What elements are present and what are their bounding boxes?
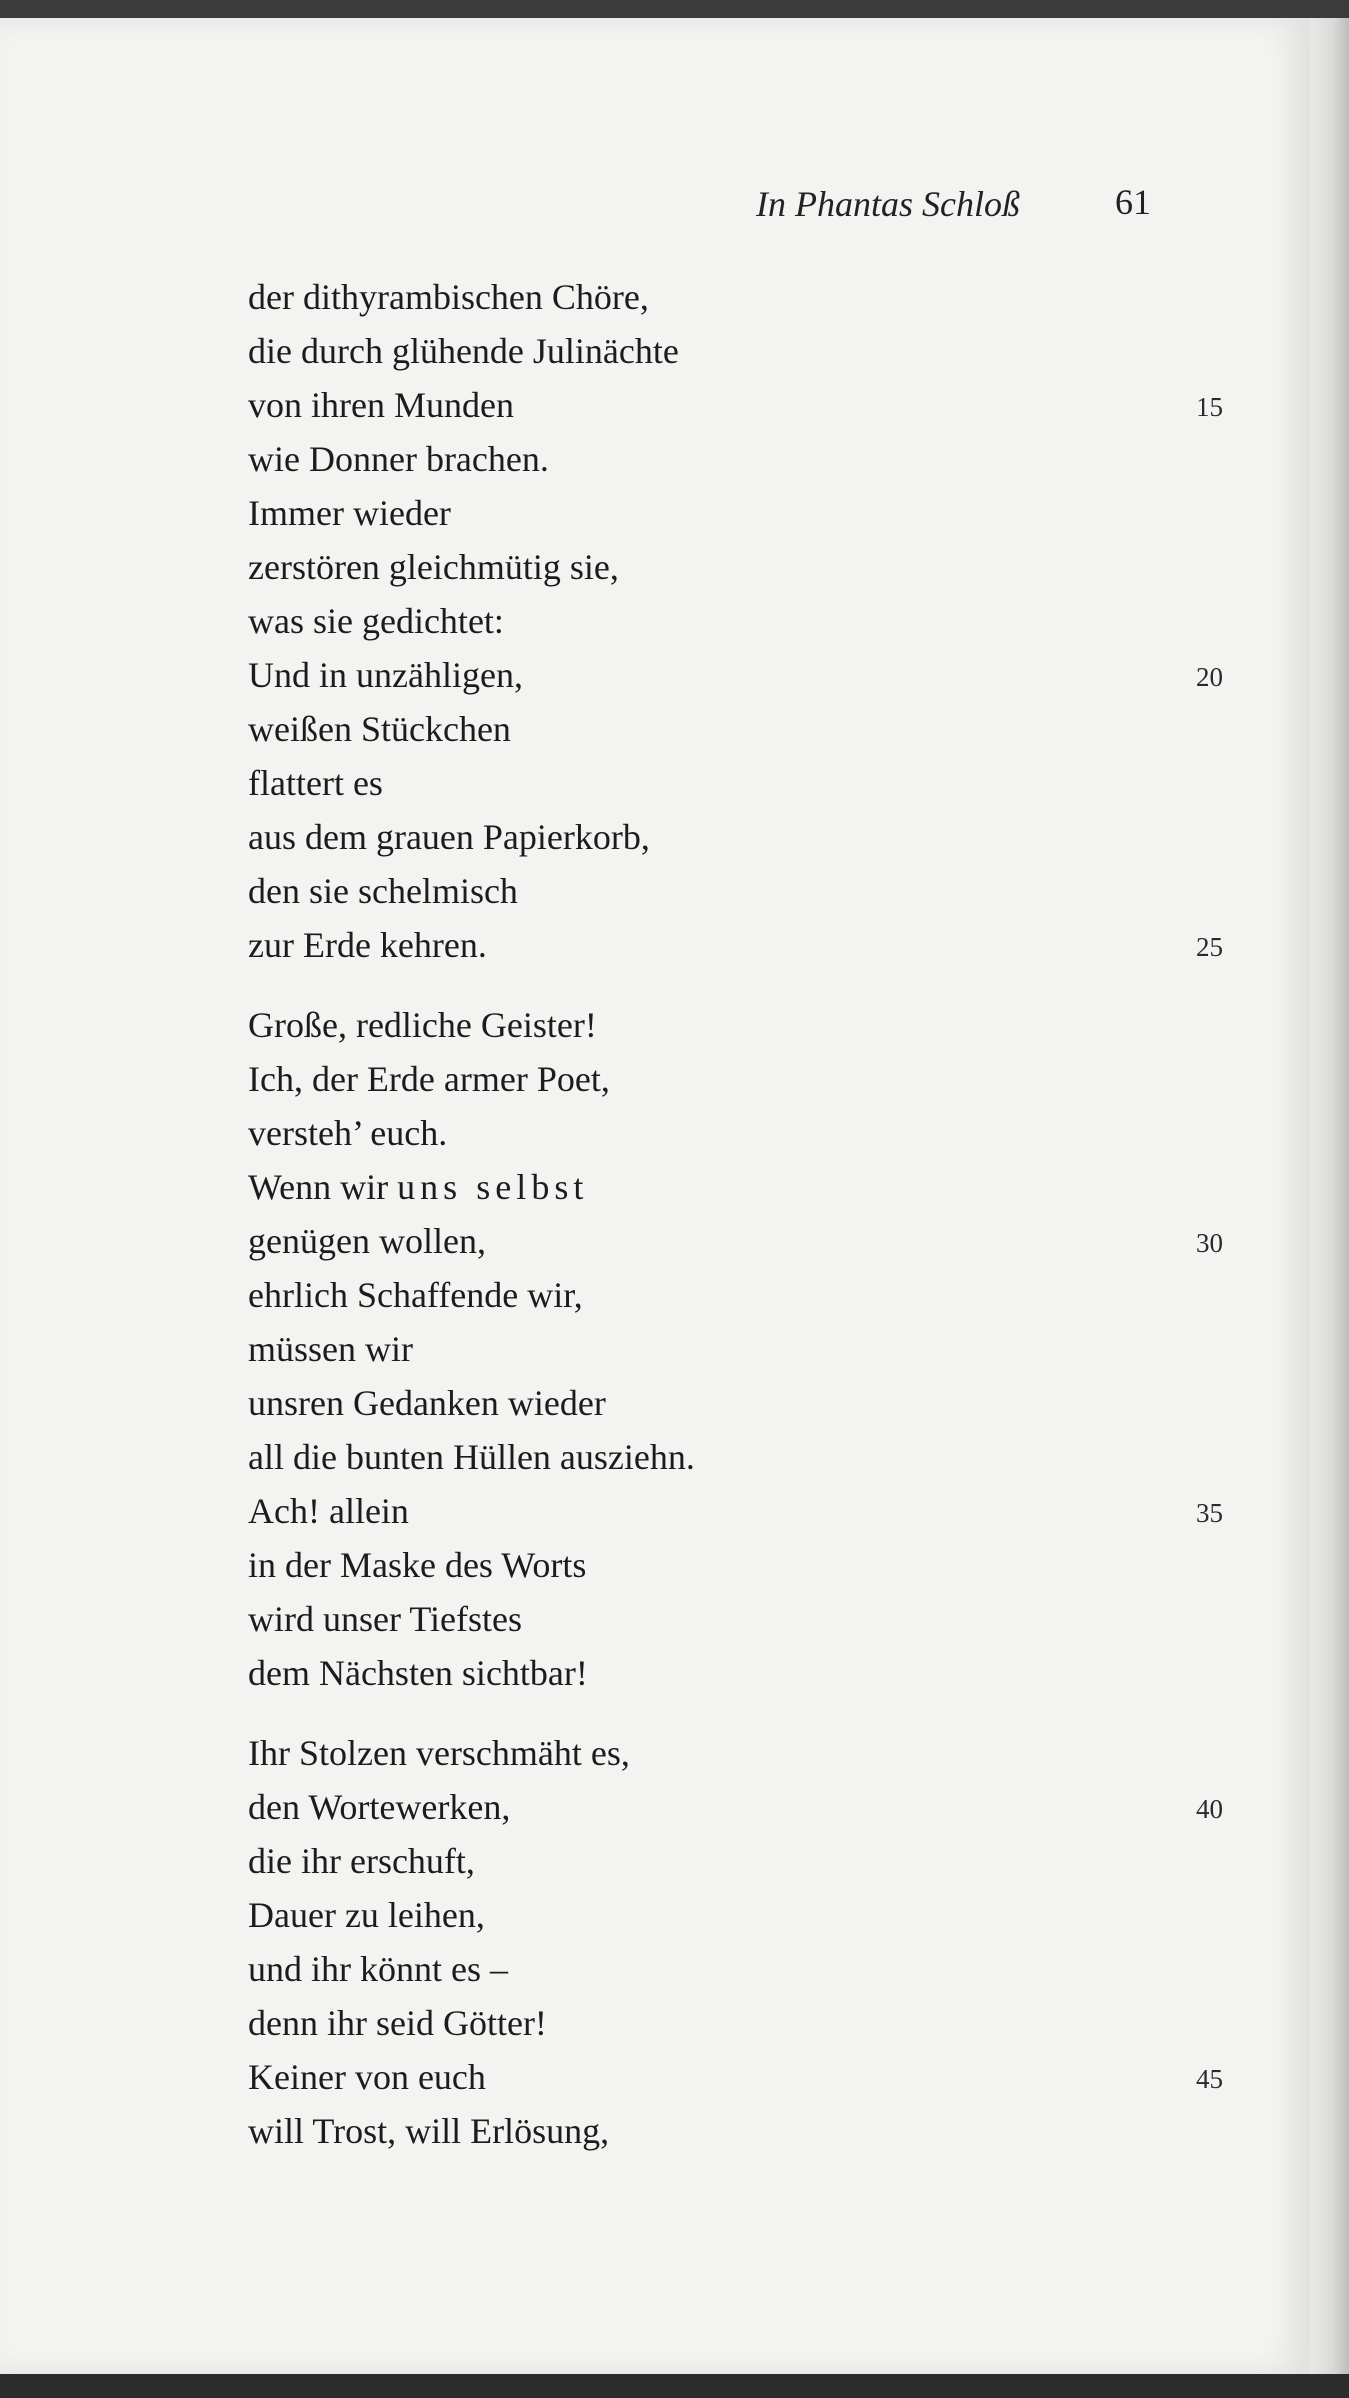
page-number: 61 [1115,182,1151,222]
poem-line-text: die ihr erschuft, [248,1841,475,1881]
poem-line [248,864,1208,918]
poem-body [248,270,1223,2158]
poem-line [248,648,1223,702]
poem-line [248,810,1208,864]
poem-line-text: was sie gedichtet: [248,601,504,641]
running-title: In Phantas Schloß [756,184,1020,224]
poem-line [248,270,1208,324]
poem-line [248,324,1208,378]
poem-line-text: Große, redliche Geister! [248,1005,597,1045]
poem-line [248,1322,1208,1376]
poem-line-text: Ach! allein [248,1491,409,1531]
poem-line [248,1726,1208,1780]
poem-line-text: weißen Stückchen [248,709,511,749]
poem-line-text: genügen wollen, [248,1221,486,1261]
poem-line-text: in der Maske des Worts [248,1545,587,1585]
poem-line [248,540,1208,594]
poem-line [248,1780,1223,1834]
line-number: 30 [1196,1228,1223,1258]
poem-line-text: der dithyrambischen Chöre, [248,277,649,317]
poem-line [248,918,1223,972]
poem-line-text: Immer wieder [248,493,451,533]
poem-line [248,1942,1208,1996]
poem-line-text: Und in unzähligen, [248,655,523,695]
scan-edge-bottom [0,2374,1349,2398]
poem-line [248,594,1208,648]
book-page [0,18,1310,2374]
poem-line [248,1268,1208,1322]
poem-line-text: all die bunten Hüllen ausziehn. [248,1437,695,1477]
poem-line-text: aus dem grauen Papierkorb, [248,817,650,857]
poem-line [248,702,1208,756]
poem-line [248,2050,1223,2104]
poem-line [248,1592,1208,1646]
line-number: 45 [1196,2064,1223,2094]
poem-line [248,432,1208,486]
line-number: 20 [1196,662,1223,692]
poem-line [248,1834,1208,1888]
poem-line-text: denn ihr seid Götter! [248,2003,547,2043]
poem-line [248,1888,1208,1942]
poem-line [248,998,1208,1052]
poem-line-text: Ihr Stolzen verschmäht es, [248,1733,630,1773]
poem-line-text: flattert es [248,763,383,803]
poem-line-text: Wenn wir uns selbst [248,1167,589,1207]
poem-line [248,1996,1208,2050]
poem-line-text: den sie schelmisch [248,871,518,911]
poem-line [248,1376,1208,1430]
poem-line-text: Keiner von euch [248,2057,486,2097]
scan-edge-right [1310,18,1349,2378]
poem-line [248,756,1208,810]
line-number: 15 [1196,392,1223,422]
line-number: 25 [1196,932,1223,962]
poem-line [248,1160,1208,1214]
line-number: 35 [1196,1498,1223,1528]
poem-line-text: dem Nächsten sichtbar! [248,1653,588,1693]
poem-line-text: Ich, der Erde armer Poet, [248,1059,610,1099]
poem-line [248,486,1208,540]
poem-line [248,1646,1208,1700]
poem-line-text: zerstören gleichmütig sie, [248,547,619,587]
line-number: 40 [1196,1794,1223,1824]
scan-edge-top [0,0,1349,18]
poem-line-text: wie Donner brachen. [248,439,549,479]
poem-line-text: müssen wir [248,1329,413,1369]
poem-line-text: den Wortewerken, [248,1787,511,1827]
poem-line [248,378,1223,432]
poem-line-text: versteh’ euch. [248,1113,448,1153]
poem-line [248,1538,1208,1592]
poem-line-text: die durch glühende Julinächte [248,331,679,371]
poem-line-text: Dauer zu leihen, [248,1895,485,1935]
poem-line [248,1106,1208,1160]
poem-line-text: zur Erde kehren. [248,925,487,965]
poem-line [248,2104,1208,2158]
poem-line [248,1052,1208,1106]
poem-line-text: wird unser Tiefstes [248,1599,523,1639]
poem-line-text: und ihr könnt es – [248,1949,508,1989]
poem-line [248,1214,1223,1268]
poem-line [248,1484,1223,1538]
poem-line-text: unsren Gedanken wieder [248,1383,606,1423]
poem-line-text: von ihren Munden [248,385,514,425]
poem-line-text: will Trost, will Erlösung, [248,2111,610,2151]
page-header [0,163,1160,223]
poem-line [248,1430,1208,1484]
poem-line-text: ehrlich Schaffende wir, [248,1275,583,1315]
